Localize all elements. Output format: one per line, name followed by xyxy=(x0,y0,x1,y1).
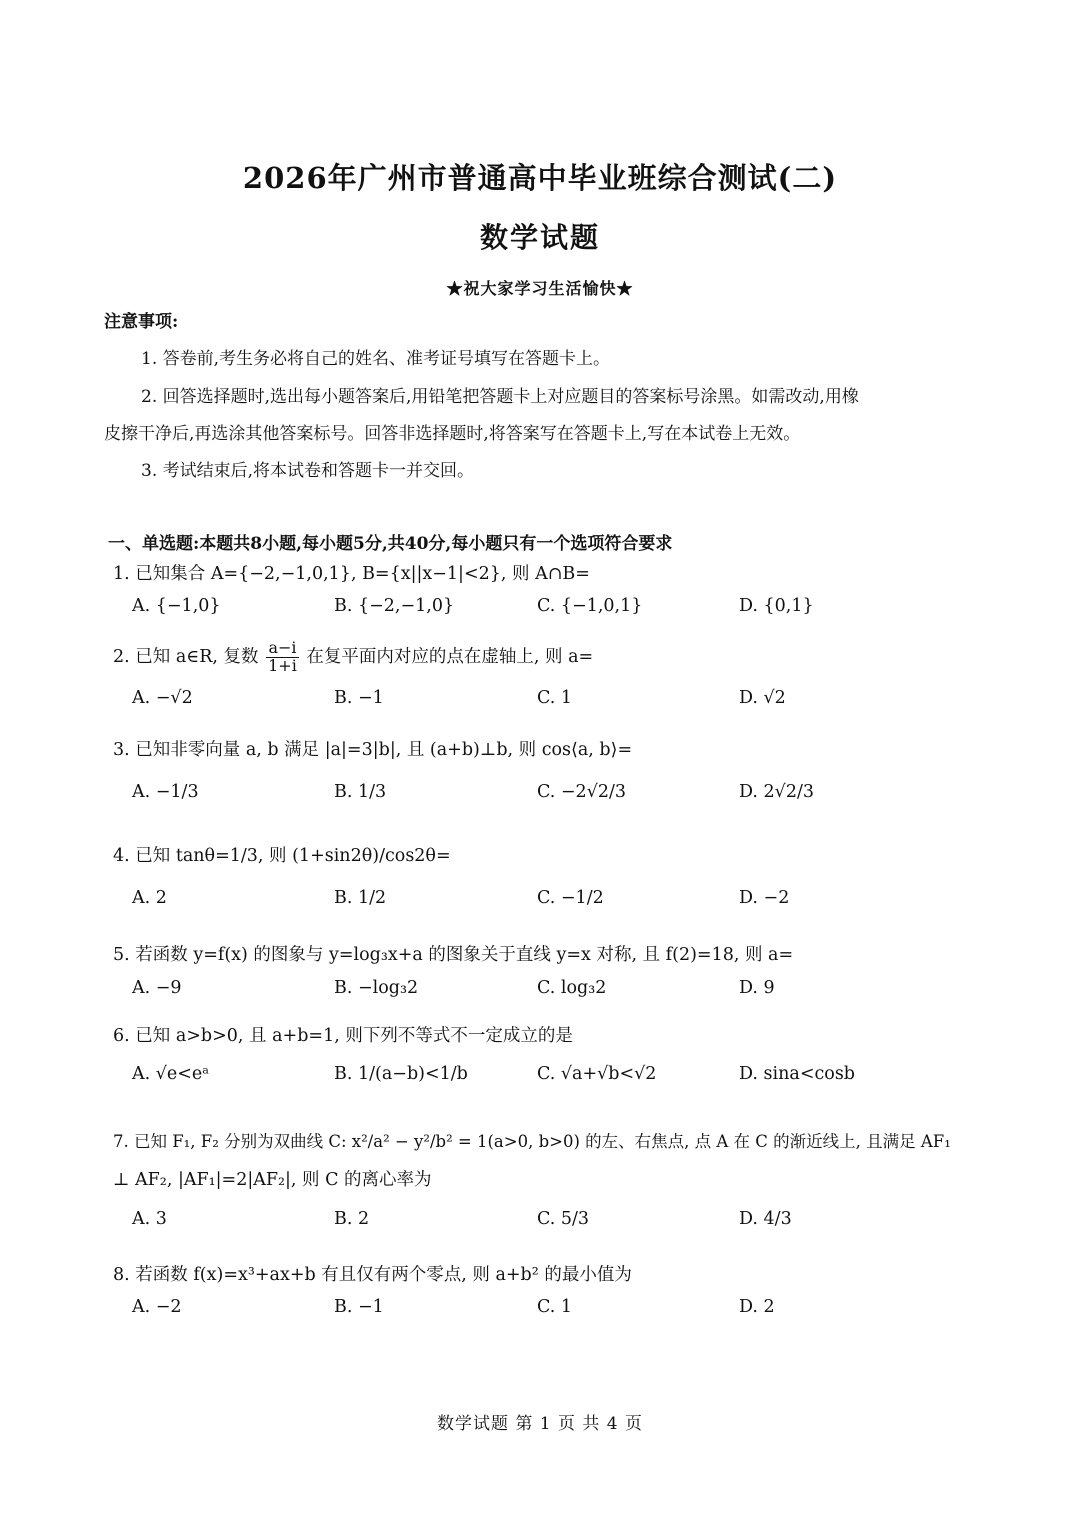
q3-option-d: D. 2√2/3 xyxy=(739,782,814,802)
q3-option-b: B. 1/3 xyxy=(334,782,387,802)
q8-option-c: C. 1 xyxy=(537,1297,573,1317)
page-footer: 数学试题 第 1 页 共 4 页 xyxy=(436,1414,644,1434)
exam-title: 2026年广州市普通高中毕业班综合测试(二) xyxy=(242,161,838,195)
question-3-stem: 3. 已知非零向量 a, b 满足 |a|=3|b|, 且 (a+b)⊥b, 则 cos⟨a, b⟩= xyxy=(113,740,633,760)
q7-option-c: C. 5/3 xyxy=(537,1209,590,1229)
q2-part-1: a∈R, 复数 xyxy=(175,646,259,667)
q2-fraction-numerator: a−i xyxy=(266,640,299,658)
q4-option-d: D. −2 xyxy=(739,888,790,908)
q4-option-a: A. 2 xyxy=(132,888,167,908)
question-7-line-1: 7. 已知 F₁, F₂ 分别为双曲线 C: x²/a² − y²/b² = 1(a>0, b>0) 的左、右焦点, 点 A 在 C 的渐近线上, 且满足 AF₁ xyxy=(113,1132,951,1151)
q1-option-b: B. {−2,−1,0} xyxy=(334,596,455,616)
q5-option-c: C. log₃2 xyxy=(537,978,607,998)
q7-option-d: D. 4/3 xyxy=(739,1209,792,1229)
q8-option-d: D. 2 xyxy=(739,1297,775,1317)
q4-option-b: B. 1/2 xyxy=(334,888,387,908)
q4-option-c: C. −1/2 xyxy=(537,888,604,908)
notice-item-3: 3. 考试结束后,将本试卷和答题卡一并交回。 xyxy=(141,461,475,481)
question-5-stem: 5. 若函数 y=f(x) 的图象与 y=log₃x+a 的图象关于直线 y=x 对称, 且 f(2)=18, 则 a= xyxy=(113,945,794,965)
q6-option-c: C. √a+√b<√2 xyxy=(537,1064,657,1084)
q2-part-2: 在复平面内对应的点在虚轴上, 则 a= xyxy=(306,646,594,667)
exam-subtitle: 数学试题 xyxy=(479,221,600,254)
q2-option-c: C. 1 xyxy=(537,688,573,708)
q2-option-a: A. −√2 xyxy=(132,688,193,708)
question-1-stem: 1. 已知集合 A={−2,−1,0,1}, B={x||x−1|<2}, 则 A∩B= xyxy=(113,564,590,584)
q5-option-d: D. 9 xyxy=(739,978,775,998)
q2-fraction-denominator: 1+i xyxy=(268,655,297,675)
section-heading: 一、单选题:本题共8小题,每小题5分,共40分,每小题只有一个选项符合要求 xyxy=(108,534,673,554)
q2-fraction xyxy=(266,640,299,675)
question-2-stem xyxy=(113,640,593,675)
q2-option-d: D. √2 xyxy=(739,688,786,708)
q3-option-c: C. −2√2/3 xyxy=(537,782,627,802)
q7-option-b: B. 2 xyxy=(334,1209,370,1229)
question-8-stem: 8. 若函数 f(x)=x³+ax+b 有且仅有两个零点, 则 a+b² 的最小值为 xyxy=(113,1265,632,1285)
q8-option-a: A. −2 xyxy=(132,1297,182,1317)
notice-item-2-line-2: 皮擦干净后,再选涂其他答案标号。回答非选择题时,将答案写在答题卡上,写在本试卷上无效。 xyxy=(104,424,801,444)
q6-option-a: A. √e<eᵃ xyxy=(132,1064,210,1084)
q7-option-a: A. 3 xyxy=(132,1209,167,1229)
q2-option-b: B. −1 xyxy=(334,688,384,708)
q5-option-a: A. −9 xyxy=(132,978,182,998)
notice-item-2-line-1: 2. 回答选择题时,选出每小题答案后,用铅笔把答题卡上对应题目的答案标号涂黑。如需改动,用橡 xyxy=(141,387,859,407)
question-6-stem: 6. 已知 a>b>0, 且 a+b=1, 则下列不等式不一定成立的是 xyxy=(113,1026,573,1046)
q5-option-b: B. −log₃2 xyxy=(334,978,419,998)
q3-option-a: A. −1/3 xyxy=(132,782,199,802)
q2-number: 2. 已知 xyxy=(113,646,171,667)
question-7-line-2: ⊥ AF₂, |AF₁|=2|AF₂|, 则 C 的离心率为 xyxy=(113,1170,432,1190)
question-4-stem: 4. 已知 tanθ=1/3, 则 (1+sin2θ)/cos2θ= xyxy=(113,846,451,866)
q1-option-c: C. {−1,0,1} xyxy=(537,596,643,616)
notice-heading: 注意事项: xyxy=(104,312,179,332)
motto: ★祝大家学习生活愉快★ xyxy=(446,279,634,298)
q1-option-d: D. {0,1} xyxy=(739,596,814,616)
notice-item-1: 1. 答卷前,考生务必将自己的姓名、准考证号填写在答题卡上。 xyxy=(141,349,611,369)
q1-option-a: A. {−1,0} xyxy=(132,596,221,616)
q8-option-b: B. −1 xyxy=(334,1297,384,1317)
q6-option-d: D. sina<cosb xyxy=(739,1064,855,1084)
q6-option-b: B. 1/(a−b)<1/b xyxy=(334,1064,468,1084)
